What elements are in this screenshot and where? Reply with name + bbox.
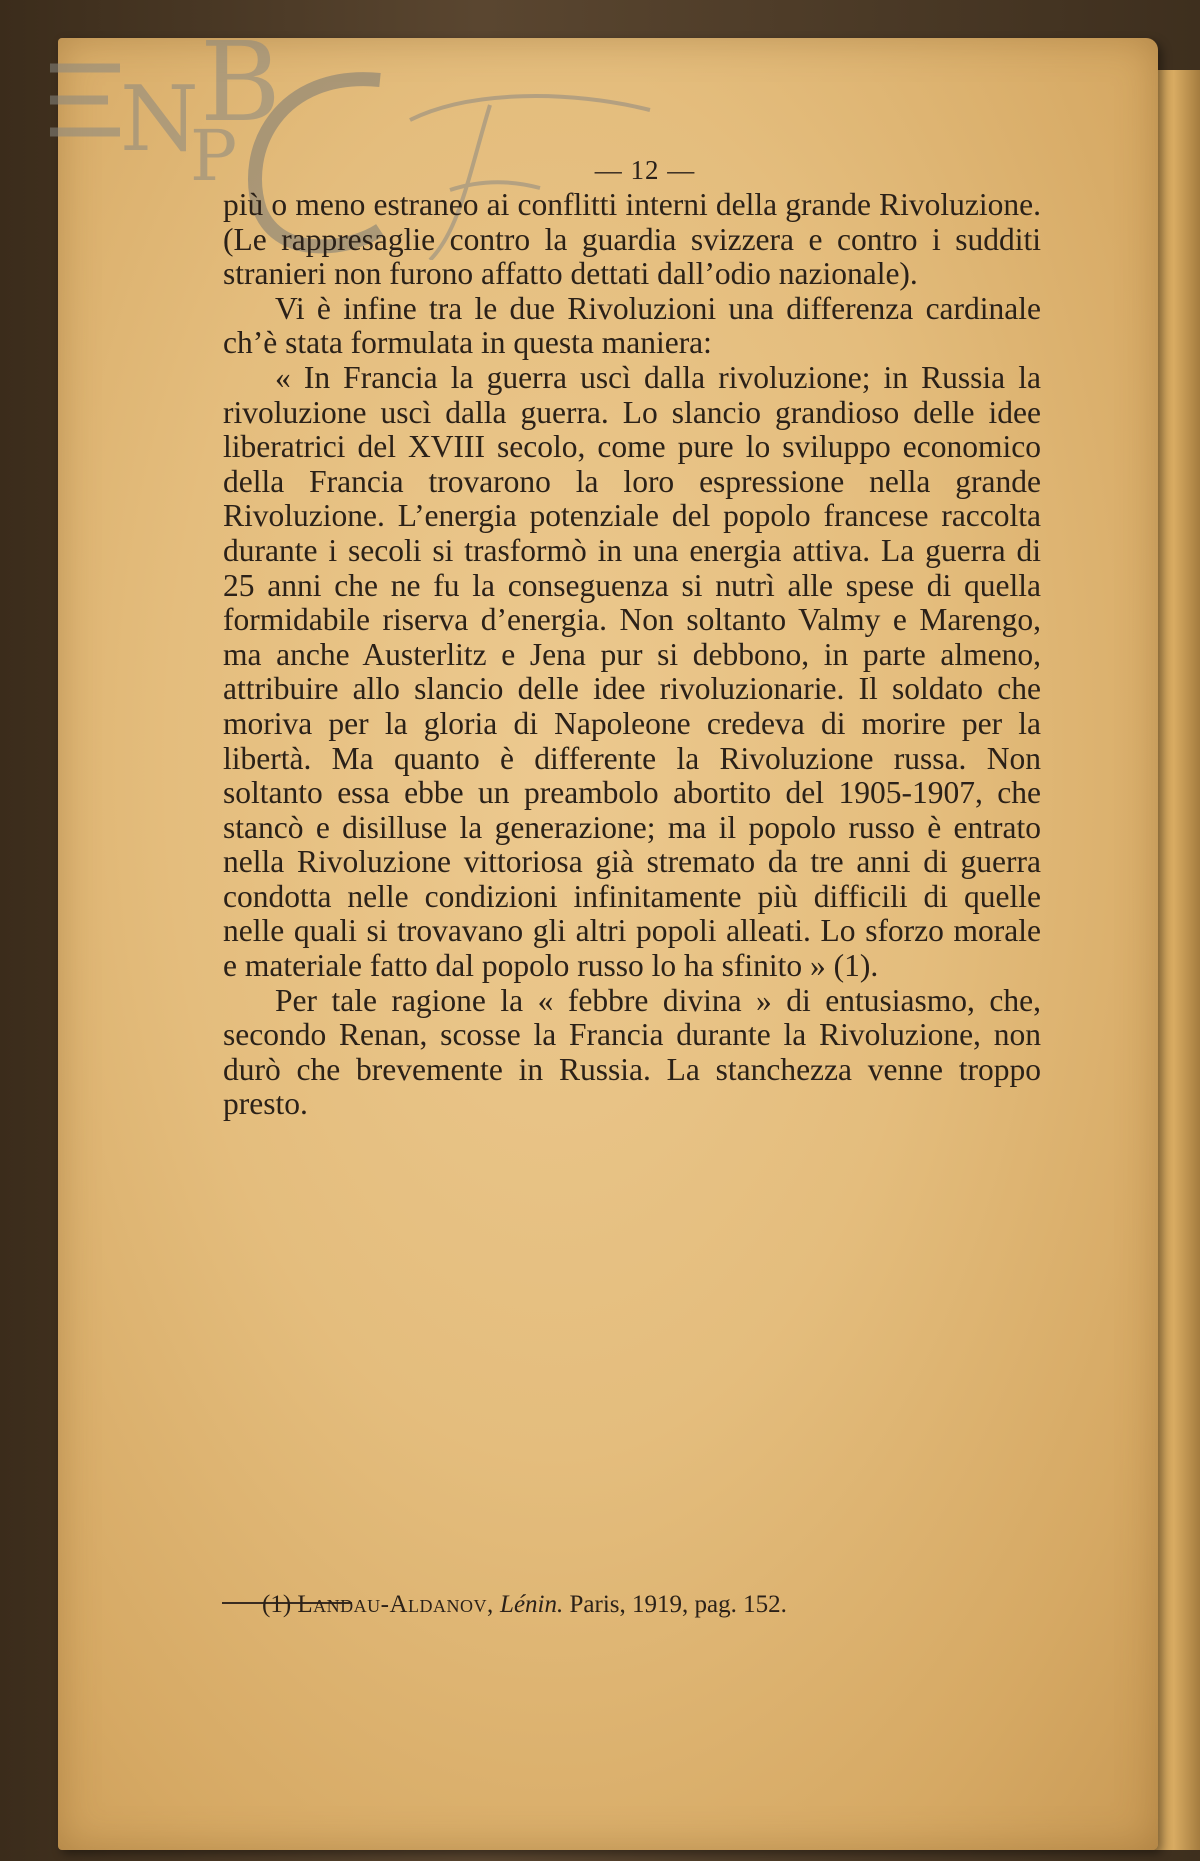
paragraph-2: Vi è infine tra le due Rivoluzioni una differenza cardinale ch’è stata formulata in questa maniera: (223, 290, 1041, 361)
svg-text:B: B (200, 30, 281, 146)
footnote-work-title: Lénin. (500, 1591, 564, 1618)
paragraph-4: Per tale ragione la « febbre divina » di entusiasmo, che, secondo Renan, scosse la Francia durante la Rivoluzione, non durò che brevemente in Russia. La stanchezza venne troppo presto. (223, 982, 1041, 1122)
body-text (223, 188, 1041, 1122)
svg-text:N: N (120, 67, 199, 172)
paragraph-3-quotation: « In Francia la guerra uscì dalla rivoluzione; in Russia la rivoluzione uscì dalla guerra. Lo slancio grandioso delle idee liberatrici del XVIII secolo, come pure lo sviluppo economico della Francia trovarono la loro espressione nella grande Rivoluzione. L’energia potenziale del popolo francese raccolta durante i secoli si trasformò in una energia attiva. La guerra di 25 anni che ne fu la conseguenza si nutrì alle spese di quella formidabile riserva d’energia. Non soltanto Valmy e Marengo, ma anche Austerlitz e Jena pur si debbono, in parte almeno, attribuire allo slancio delle idee rivoluzionarie. Il soldato che moriva per la gloria di Napoleone credeva di morire per la libertà. Ma quanto è differente la Rivoluzione russa. Non soltanto essa ebbe un preambolo abortito del 1905-1907, che stancò e disilluse la generazione; ma il popolo russo è entrato nella Rivoluzione vittoriosa già stremato da tre anni di guerra condotta nelle condizioni infinitamente più difficili di quelle nelle quali si trovavano gli altri popoli alleati. Lo sforzo morale e materiale fatto dal popolo russo lo ha sfinito » (1). (223, 359, 1041, 984)
footnote-marker: (1) (262, 1591, 292, 1618)
footnote-author: Landau-Aldanov, (297, 1591, 494, 1618)
footnote-publication: Paris, 1919, pag. 152. (569, 1591, 787, 1618)
footnote (262, 1588, 1082, 1622)
paragraph-1: più o meno estraneo ai conflitti interni della grande Rivoluzione. (Le rappresaglie contro la guardia svizzera e contro i sudditi stranieri non furono affatto dettati dall’odio nazionale). (223, 187, 1041, 292)
svg-text:P: P (190, 115, 238, 197)
page-number: — 12 — (594, 155, 696, 185)
